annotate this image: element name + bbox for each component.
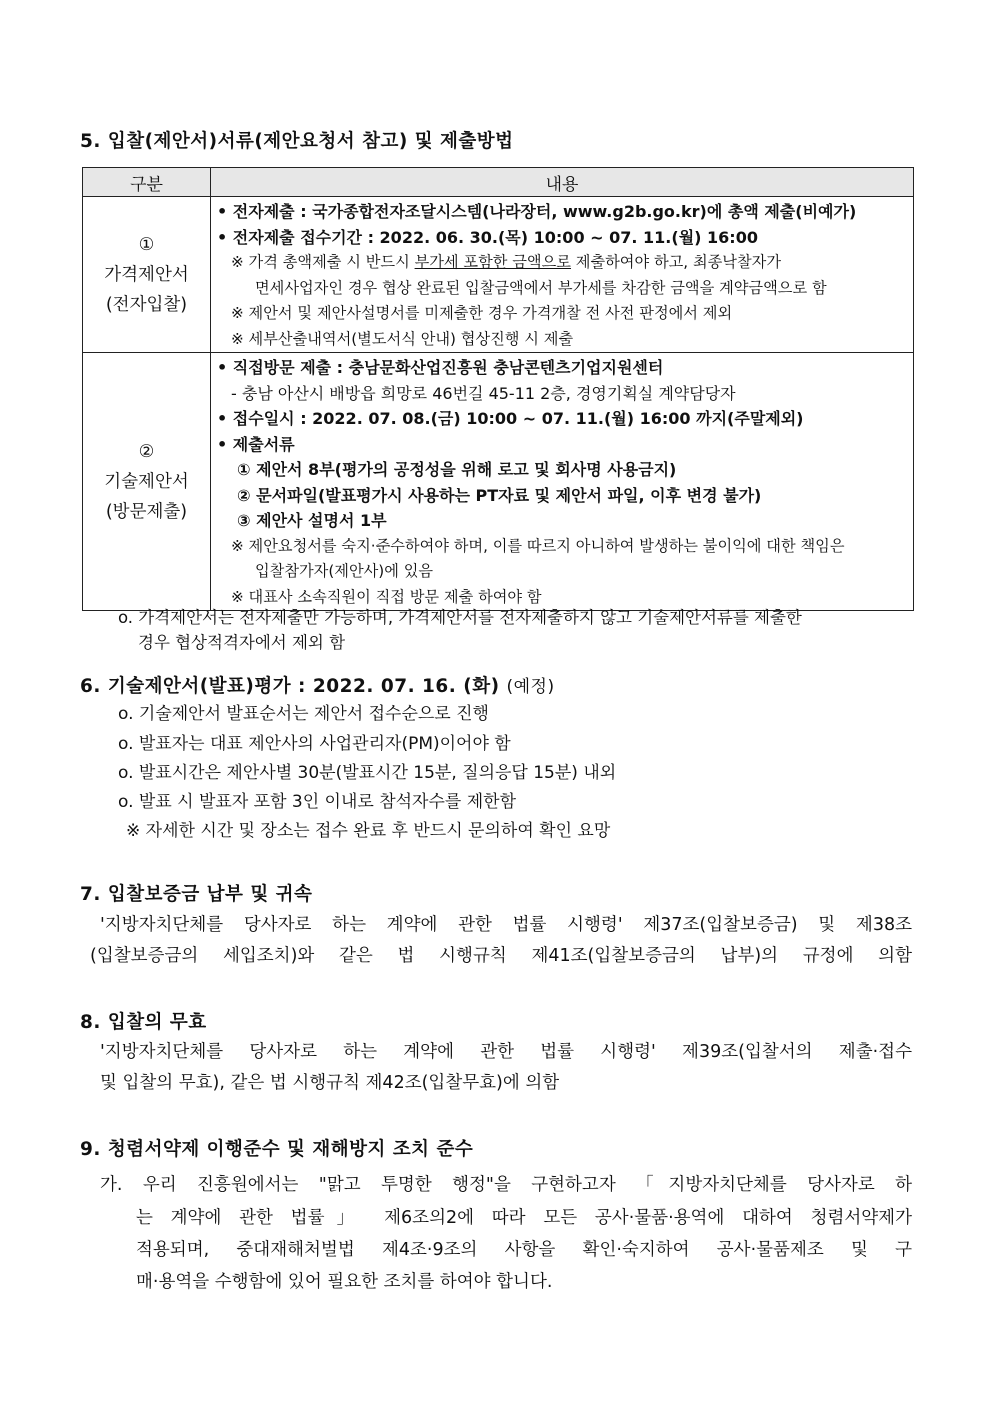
content-line: ③ 제안사 설명서 1부 xyxy=(237,511,387,530)
content-line: ① 제안서 8부(평가의 공정성을 위해 로고 및 회사명 사용금지) xyxy=(237,460,677,479)
row-label: 가격제안서 xyxy=(104,264,189,285)
row-sublabel: (전자입찰) xyxy=(105,294,188,315)
list-item: o. 기술제안서 발표순서는 제안서 접수순으로 진행 xyxy=(118,704,489,724)
content-note: ※ 대표사 소속직원이 직접 방문 제출 하여야 함 xyxy=(231,587,542,606)
content-line: • 전자제출 접수기간 : 2022. 06. 30.(목) 10:00 ~ 07. 11.(월) 16:00 xyxy=(217,227,758,247)
section-9-line: 매·용역을 수행함에 있어 필요한 조치를 하여야 합니다. xyxy=(136,1272,553,1292)
list-item: o. 발표시간은 제안사별 30분(발표시간 15분, 질의응답 15분) 내외 xyxy=(118,763,617,783)
technical-proposal-content xyxy=(211,353,914,611)
section-8-line: 및 입찰의 무효), 같은 법 시행규칙 제42조(입찰무효)에 의함 xyxy=(100,1073,560,1093)
section-5-note-cont: 경우 협상적격자에서 제외 함 xyxy=(138,633,346,652)
content-note: ※ 세부산출내역서(별도서식 안내) 협상진행 시 제출 xyxy=(231,329,574,348)
list-item: o. 발표 시 발표자 포함 3인 이내로 참석자수를 제한함 xyxy=(118,792,516,812)
technical-proposal-cell xyxy=(83,353,211,611)
content-line: • 직접방문 제출 : 충남문화산업진흥원 충남콘텐츠기업지원센터 xyxy=(217,358,664,377)
table-header-row xyxy=(83,168,914,197)
note-text: 제출하여야 하고, 최종낙찰자가 xyxy=(570,253,781,271)
content-line: • 제출서류 xyxy=(217,434,295,454)
section-7-line: (입찰보증금의 세입조치)와 같은 법 시행규칙 제41조(입찰보증금의 납부)의 규정에 의함 xyxy=(90,946,912,966)
section-5-note: o. 가격제안서는 전자제출만 가능하며, 가격제안서를 전자제출하지 않고 기술제안서류를 제출한 xyxy=(118,608,802,627)
row-number: ① xyxy=(138,234,155,255)
row-number: ② xyxy=(138,441,155,462)
section-9-line: 는 계약에 관한 법률」 제6조의2에 따라 모든 공사·물품·용역에 대하여 청렴서약제가 xyxy=(136,1208,912,1228)
section-8-line: '지방자치단체를 당사자로 하는 계약에 관한 법률 시행령' 제39조(입찰서의 제출·접수 xyxy=(100,1042,912,1062)
section-9-title: 9. 청렴서약제 이행준수 및 재해방지 조치 준수 xyxy=(80,1139,474,1160)
content-note: ※ 제안요청서를 숙지·준수하여야 하며, 이를 따르지 아니하여 발생하는 불이익에 대한 책임은 xyxy=(231,536,845,555)
submission-table xyxy=(82,167,914,611)
section-6-note: ※ 자세한 시간 및 장소는 접수 완료 후 반드시 문의하여 확인 요망 xyxy=(126,821,611,841)
list-item: o. 발표자는 대표 제안사의 사업관리자(PM)이어야 함 xyxy=(118,734,511,754)
content-note xyxy=(217,250,909,276)
section-6-title-text: 6. 기술제안서(발표)평가 : 2022. 07. 16. (화) xyxy=(80,676,500,697)
row-label: 기술제안서 xyxy=(104,471,189,492)
section-8-title: 8. 입찰의 무효 xyxy=(80,1012,207,1033)
content-line: • 전자제출 : 국가종합전자조달시스템(나라장터, www.g2b.go.kr)에 총액 제출(비예가) xyxy=(217,202,857,221)
header-content: 내용 xyxy=(211,168,914,197)
section-7-title: 7. 입찰보증금 납부 및 귀속 xyxy=(80,884,313,905)
section-9-line: 가. 우리 진흥원에서는 "맑고 투명한 행정"을 구현하고자 「지방자치단체를 당사자로 하 xyxy=(100,1175,912,1195)
price-proposal-content xyxy=(211,197,914,353)
content-line: ② 문서파일(발표평가시 사용하는 PT자료 및 제안서 파일, 이후 변경 불가) xyxy=(237,485,762,505)
table-row-technical xyxy=(83,353,914,611)
header-category: 구분 xyxy=(83,168,211,197)
note-text: ※ 가격 총액제출 시 반드시 xyxy=(231,253,415,271)
row-sublabel: (방문제출) xyxy=(105,501,188,522)
content-note: ※ 제안서 및 제안사설명서를 미제출한 경우 가격개찰 전 사전 판정에서 제외 xyxy=(231,304,733,322)
content-note: 입찰참가자(제안사)에 있음 xyxy=(255,562,434,580)
section-9-line: 적용되며, 중대재해처벌법 제4조·9조의 사항을 확인·숙지하여 공사·물품제조 및 구 xyxy=(136,1240,912,1260)
content-line: • 접수일시 : 2022. 07. 08.(금) 10:00 ~ 07. 11.(월) 16:00 까지(주말제외) xyxy=(217,409,804,428)
section-6-title-suffix: (예정) xyxy=(506,677,555,697)
section-6-title xyxy=(80,672,555,698)
section-7-line: '지방자치단체를 당사자로 하는 계약에 관한 법률 시행령' 제37조(입찰보증금) 및 제38조 xyxy=(100,915,912,935)
section-5-title: 5. 입찰(제안서)서류(제안요청서 참고) 및 제출방법 xyxy=(80,131,514,152)
table-row-price xyxy=(83,197,914,353)
content-line: - 충남 아산시 배방읍 희망로 46번길 45-11 2층, 경영기획실 계약담당자 xyxy=(231,383,736,403)
note-underlined: 부가세 포함한 금액으로 xyxy=(414,253,571,271)
content-note: 면세사업자인 경우 협상 완료된 입찰금액에서 부가세를 차감한 금액을 계약금액으로 함 xyxy=(255,278,827,297)
price-proposal-cell xyxy=(83,197,211,353)
